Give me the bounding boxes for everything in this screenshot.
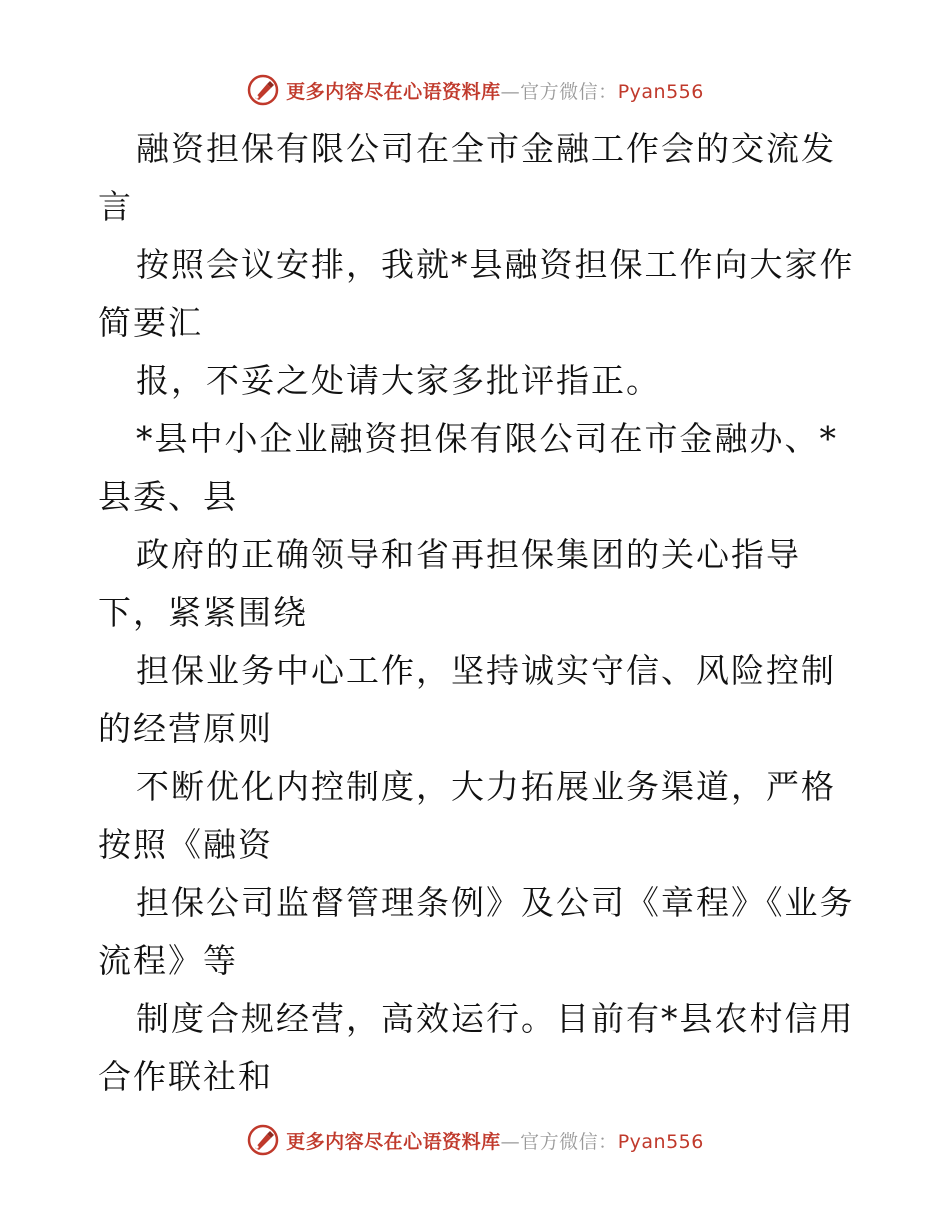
document-title: 融资担保有限公司在全市金融工作会的交流发言: [98, 129, 836, 226]
banner-text: [286, 77, 704, 104]
banner-main-text: 更多内容尽在心语资料库: [286, 80, 501, 103]
header-banner: [0, 70, 950, 110]
banner-text: [286, 1127, 704, 1154]
banner-wechat-id: Pyan556: [617, 80, 704, 103]
pen-nib-logo-icon: [246, 73, 280, 107]
paragraph: 按照会议安排，我就*县融资担保工作向大家作简要汇: [98, 245, 855, 342]
paragraph: 报，不妥之处请大家多批评指正。: [136, 361, 661, 400]
paragraph: *县中小企业融资担保有限公司在市金融办、*县委、县: [98, 419, 838, 516]
paragraph: 不断优化内控制度，大力拓展业务渠道，严格按照《融资: [98, 767, 836, 864]
banner-wechat-id: Pyan556: [617, 1130, 704, 1153]
pen-nib-logo-icon: [246, 1123, 280, 1157]
banner-sub-text: —官方微信：: [500, 80, 618, 103]
paragraph: 制度合规经营，高效运行。目前有*县农村信用合作联社和: [98, 999, 855, 1096]
footer-banner: [0, 1120, 950, 1160]
paragraph: 担保业务中心工作，坚持诚实守信、风险控制的经营原则: [98, 651, 836, 748]
paragraph: 政府的正确领导和省再担保集团的关心指导下，紧紧围绕: [98, 535, 801, 632]
banner-sub-text: —官方微信：: [500, 1130, 618, 1153]
banner-main-text: 更多内容尽在心语资料库: [286, 1130, 501, 1153]
paragraph: 担保公司监督管理条例》及公司《章程》《业务流程》等: [98, 883, 855, 980]
document-body: [98, 120, 858, 1106]
